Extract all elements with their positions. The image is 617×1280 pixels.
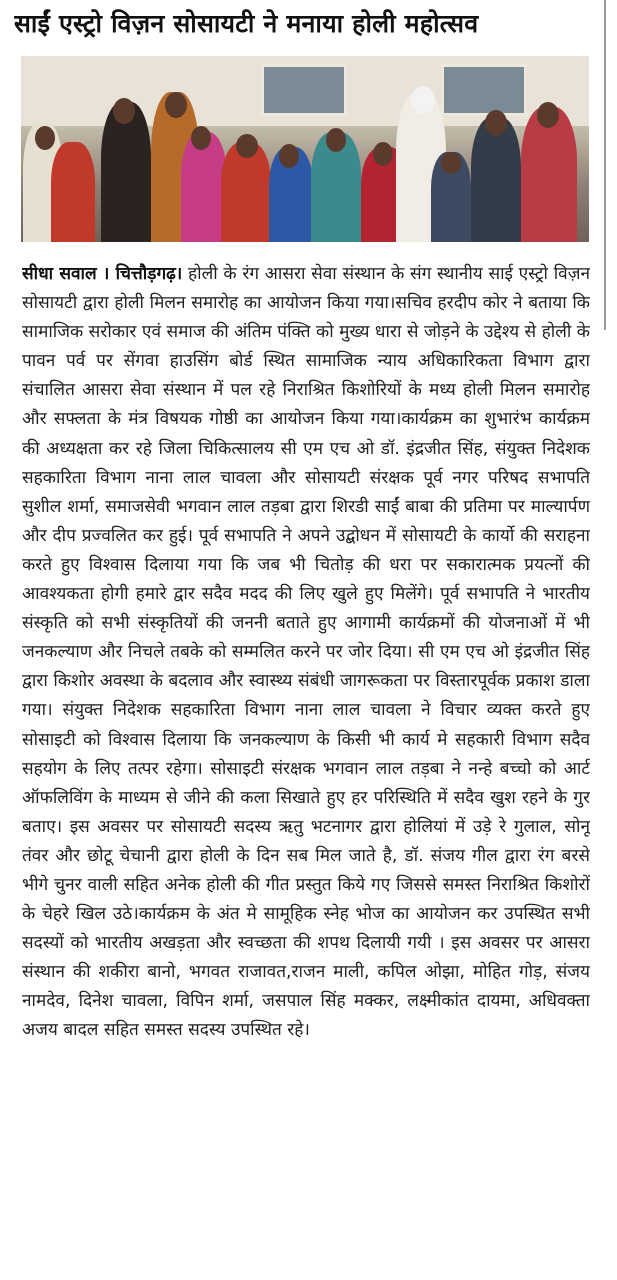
- photo-head: [35, 126, 55, 150]
- photo-head: [441, 152, 461, 174]
- photo-figure: [51, 142, 95, 242]
- photo-head: [537, 102, 559, 128]
- photo-head: [373, 142, 393, 166]
- article-body: [22, 260, 590, 1268]
- article-text: होली के रंग आसरा सेवा संस्थान के संग स्थानीय साई एस्ट्रो विज़न सोसायटी द्वारा होली मिलन समारोह का आयोजन किया गया।सचिव हरदीप कोर ने बताया कि सामाजिक सरोकार एवं समाज की अंतिम पंक्ति को मुख्य धारा से जोड़ने के उद्देश्य से होली के पावन पर्व पर सेंगवा हाउसिंग बोर्ड स्थित सामाजिक न्याय अधिकारिकता विभाग द्वारा संचालित आसरा सेवा संस्थान में पल रहे निराश्रित किशोरियों के मध्य होली मिलन समारोह और सफ्लता के मंत्र विषयक गोष्ठी का आयोजन किया गया।कार्यक्रम का शुभारंभ कार्यक्रम की अध्यक्षता कर रहे जिला चिकित्सालय सी एम एच ओ डॉ. इंद्रजीत सिंह, संयुक्त निदेशक सहकारिता विभाग नाना लाल चावला और सोसायटी संरक्षक पूर्व नगर परिषद सभापति सुशील शर्मा, समाजसेवी भगवान लाल तड़बा द्वारा शिरडी साईं बाबा की प्रतिमा पर माल्यार्पण और दीप प्रज्वलित कर हुई। पूर्व सभापति ने अपने उद्बोधन में सोसायटी के कार्यो की सराहना करते हुए विश्वास दिलाया गया कि जब भी चितोड़ की धरा पर सकारात्मक प्रयत्नों की आवश्यकता होगी हमारे द्वार सदैव मदद की लिए खुले हुए मिलेंगे। पूर्व सभापति ने भारतीय संस्कृति को सभी संस्कृतियों की जननी बताते हुए आगामी कार्यक्रमों की योजनाओं में भी जनकल्याण और निचले तबके को सम्मलित करने पर जोर दिया। सी एम एच ओ इंद्रजीत सिंह द्वारा किशोर अवस्था के बदलाव और स्वास्थ्य संबंधी जागरूकता पर विस्तारपूर्वक प्रकाश डाला गया। संयुक्त निदेशक सहकारिता विभाग नाना लाल चावला ने विचार व्यक्त करते हुए सोसाइटी को विश्वास दिलाया कि जनकल्याण के किसी भी कार्य मे सहकारी विभाग सदैव सहयोग के लिए तत्पर रहेगा। सोसाइटी संरक्षक भगवान लाल तड़बा ने नन्हे बच्चो को आर्ट ऑफलिविंग के माध्यम से जीने की कला सिखाते हुए हर परिस्थिति में सदैव खुश रहने के गुर बताए। इस अवसर पर सोसायटी सदस्य ऋतु भटनागर द्वारा होलियां में उड़े रे गुलाल, सोनू तंवर और छोटू चेचानी द्वारा होली के दिन सब मिल जाते है, डॉ. संजय गील द्वारा रंग बरसे भीगे चुनर वाली सहित अनेक होली की गीत प्रस्तुत किये गए जिससे समस्त निराश्रित किशोरों के चेहरे खिल उठे।कार्यक्रम के अंत मे सामूहिक स्नेह भोज का आयोजन कर उपस्थित सभी सदस्यों को भारतीय अखड़ता और स्वच्छता की शपथ दिलायी गयी । इस अवसर पर आसरा संस्थान की शकीरा बानो, भगवत राजावत,राजन माली, कपिल ओझा, मोहित गोड़, संजय नामदेव, दिनेश चावला, विपिन शर्मा, जसपाल सिंह मक्कर, लक्ष्मीकांत दायमा, अधिवक्ता अजय बादल सहित समस्त सदस्य उपस्थित रहे।: [22, 264, 590, 1041]
- photo-window: [441, 64, 527, 116]
- photo-head: [411, 86, 435, 114]
- column-rule: [604, 0, 606, 330]
- photo-head: [113, 98, 135, 124]
- photo-head: [279, 144, 299, 168]
- photo-head: [485, 110, 507, 136]
- photo-head: [236, 134, 258, 158]
- photo-head: [165, 92, 187, 118]
- photo-window: [261, 64, 347, 116]
- photo-head: [326, 128, 346, 152]
- headline: साईं एस्ट्रो विज़न सोसायटी ने मनाया होली महोत्सव: [14, 9, 479, 38]
- article-dateline: सीधा सवाल । चित्तौड़गढ़।: [22, 264, 183, 284]
- photo-head: [191, 126, 211, 150]
- news-photo: [21, 56, 589, 242]
